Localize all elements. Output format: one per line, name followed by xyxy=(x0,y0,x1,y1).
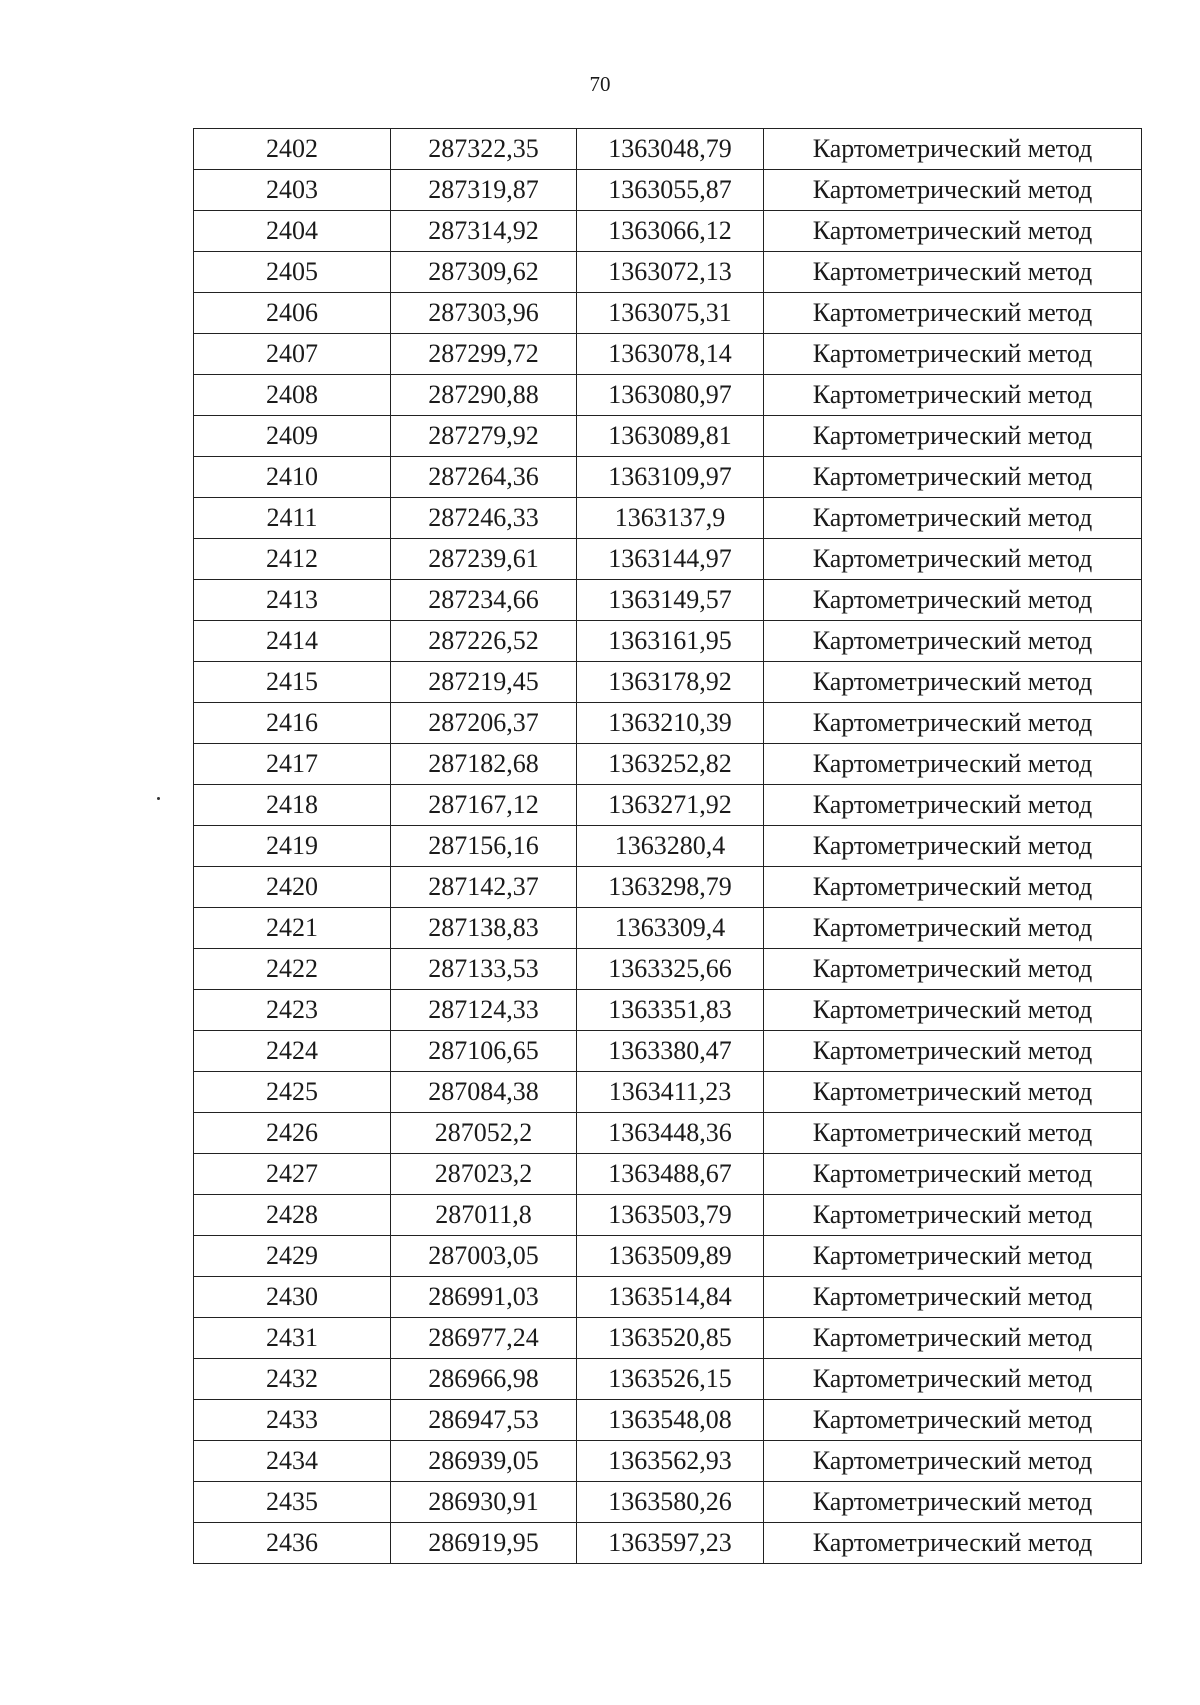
y-coordinate-cell: 1363072,13 xyxy=(577,252,764,293)
table-row xyxy=(194,1400,1142,1441)
table-row xyxy=(194,1031,1142,1072)
y-coordinate-cell: 1363488,67 xyxy=(577,1154,764,1195)
scan-speck xyxy=(157,797,160,800)
x-coordinate-cell: 287206,37 xyxy=(391,703,577,744)
x-coordinate-cell: 287084,38 xyxy=(391,1072,577,1113)
x-coordinate-cell: 287133,53 xyxy=(391,949,577,990)
y-coordinate-cell: 1363149,57 xyxy=(577,580,764,621)
x-coordinate-cell: 286947,53 xyxy=(391,1400,577,1441)
method-cell: Картометрический метод xyxy=(764,539,1142,580)
method-cell: Картометрический метод xyxy=(764,1031,1142,1072)
point-number-cell: 2408 xyxy=(194,375,391,416)
point-number-cell: 2411 xyxy=(194,498,391,539)
y-coordinate-cell: 1363178,92 xyxy=(577,662,764,703)
y-coordinate-cell: 1363210,39 xyxy=(577,703,764,744)
point-number-cell: 2433 xyxy=(194,1400,391,1441)
point-number-cell: 2404 xyxy=(194,211,391,252)
table-row xyxy=(194,990,1142,1031)
x-coordinate-cell: 287052,2 xyxy=(391,1113,577,1154)
x-coordinate-cell: 287219,45 xyxy=(391,662,577,703)
method-cell: Картометрический метод xyxy=(764,867,1142,908)
x-coordinate-cell: 286966,98 xyxy=(391,1359,577,1400)
table-row xyxy=(194,1072,1142,1113)
y-coordinate-cell: 1363161,95 xyxy=(577,621,764,662)
method-cell: Картометрический метод xyxy=(764,252,1142,293)
method-cell: Картометрический метод xyxy=(764,1113,1142,1154)
method-cell: Картометрический метод xyxy=(764,1400,1142,1441)
table-row xyxy=(194,1154,1142,1195)
x-coordinate-cell: 287106,65 xyxy=(391,1031,577,1072)
table-row xyxy=(194,129,1142,170)
method-cell: Картометрический метод xyxy=(764,662,1142,703)
x-coordinate-cell: 287279,92 xyxy=(391,416,577,457)
table-row xyxy=(194,457,1142,498)
point-number-cell: 2418 xyxy=(194,785,391,826)
y-coordinate-cell: 1363351,83 xyxy=(577,990,764,1031)
x-coordinate-cell: 287011,8 xyxy=(391,1195,577,1236)
point-number-cell: 2421 xyxy=(194,908,391,949)
method-cell: Картометрический метод xyxy=(764,908,1142,949)
x-coordinate-cell: 287124,33 xyxy=(391,990,577,1031)
y-coordinate-cell: 1363503,79 xyxy=(577,1195,764,1236)
method-cell: Картометрический метод xyxy=(764,1072,1142,1113)
point-number-cell: 2413 xyxy=(194,580,391,621)
x-coordinate-cell: 287290,88 xyxy=(391,375,577,416)
y-coordinate-cell: 1363597,23 xyxy=(577,1523,764,1564)
point-number-cell: 2412 xyxy=(194,539,391,580)
method-cell: Картометрический метод xyxy=(764,703,1142,744)
method-cell: Картометрический метод xyxy=(764,949,1142,990)
point-number-cell: 2426 xyxy=(194,1113,391,1154)
table-row xyxy=(194,1359,1142,1400)
table-row xyxy=(194,826,1142,867)
table-row xyxy=(194,580,1142,621)
y-coordinate-cell: 1363137,9 xyxy=(577,498,764,539)
point-number-cell: 2429 xyxy=(194,1236,391,1277)
y-coordinate-cell: 1363548,08 xyxy=(577,1400,764,1441)
method-cell: Картометрический метод xyxy=(764,293,1142,334)
x-coordinate-cell: 287299,72 xyxy=(391,334,577,375)
x-coordinate-cell: 287264,36 xyxy=(391,457,577,498)
x-coordinate-cell: 287322,35 xyxy=(391,129,577,170)
point-number-cell: 2435 xyxy=(194,1482,391,1523)
method-cell: Картометрический метод xyxy=(764,1523,1142,1564)
table-row xyxy=(194,949,1142,990)
y-coordinate-cell: 1363580,26 xyxy=(577,1482,764,1523)
y-coordinate-cell: 1363066,12 xyxy=(577,211,764,252)
method-cell: Картометрический метод xyxy=(764,744,1142,785)
point-number-cell: 2428 xyxy=(194,1195,391,1236)
x-coordinate-cell: 287142,37 xyxy=(391,867,577,908)
method-cell: Картометрический метод xyxy=(764,498,1142,539)
method-cell: Картометрический метод xyxy=(764,1277,1142,1318)
method-cell: Картометрический метод xyxy=(764,1154,1142,1195)
table-row xyxy=(194,1277,1142,1318)
y-coordinate-cell: 1363325,66 xyxy=(577,949,764,990)
table-row xyxy=(194,621,1142,662)
point-number-cell: 2431 xyxy=(194,1318,391,1359)
point-number-cell: 2406 xyxy=(194,293,391,334)
point-number-cell: 2434 xyxy=(194,1441,391,1482)
page-number: 70 xyxy=(589,72,611,96)
x-coordinate-cell: 287167,12 xyxy=(391,785,577,826)
table-row xyxy=(194,211,1142,252)
x-coordinate-cell: 287156,16 xyxy=(391,826,577,867)
y-coordinate-cell: 1363514,84 xyxy=(577,1277,764,1318)
table-row xyxy=(194,1482,1142,1523)
method-cell: Картометрический метод xyxy=(764,785,1142,826)
y-coordinate-cell: 1363411,23 xyxy=(577,1072,764,1113)
x-coordinate-cell: 287003,05 xyxy=(391,1236,577,1277)
table-row xyxy=(194,867,1142,908)
point-number-cell: 2436 xyxy=(194,1523,391,1564)
point-number-cell: 2419 xyxy=(194,826,391,867)
x-coordinate-cell: 287319,87 xyxy=(391,170,577,211)
x-coordinate-cell: 287226,52 xyxy=(391,621,577,662)
point-number-cell: 2432 xyxy=(194,1359,391,1400)
method-cell: Картометрический метод xyxy=(764,334,1142,375)
x-coordinate-cell: 286919,95 xyxy=(391,1523,577,1564)
x-coordinate-cell: 287239,61 xyxy=(391,539,577,580)
table-row xyxy=(194,539,1142,580)
table-row xyxy=(194,744,1142,785)
y-coordinate-cell: 1363271,92 xyxy=(577,785,764,826)
y-coordinate-cell: 1363078,14 xyxy=(577,334,764,375)
y-coordinate-cell: 1363144,97 xyxy=(577,539,764,580)
point-number-cell: 2407 xyxy=(194,334,391,375)
y-coordinate-cell: 1363309,4 xyxy=(577,908,764,949)
table-row xyxy=(194,375,1142,416)
table-row xyxy=(194,908,1142,949)
point-number-cell: 2422 xyxy=(194,949,391,990)
y-coordinate-cell: 1363080,97 xyxy=(577,375,764,416)
point-number-cell: 2420 xyxy=(194,867,391,908)
table-row xyxy=(194,1236,1142,1277)
y-coordinate-cell: 1363048,79 xyxy=(577,129,764,170)
x-coordinate-cell: 286939,05 xyxy=(391,1441,577,1482)
y-coordinate-cell: 1363380,47 xyxy=(577,1031,764,1072)
table-row xyxy=(194,662,1142,703)
method-cell: Картометрический метод xyxy=(764,1236,1142,1277)
x-coordinate-cell: 287023,2 xyxy=(391,1154,577,1195)
x-coordinate-cell: 287246,33 xyxy=(391,498,577,539)
point-number-cell: 2423 xyxy=(194,990,391,1031)
table-row xyxy=(194,252,1142,293)
method-cell: Картометрический метод xyxy=(764,416,1142,457)
method-cell: Картометрический метод xyxy=(764,211,1142,252)
point-number-cell: 2425 xyxy=(194,1072,391,1113)
point-number-cell: 2427 xyxy=(194,1154,391,1195)
method-cell: Картометрический метод xyxy=(764,990,1142,1031)
coordinates-table-body xyxy=(194,129,1142,1564)
table-row xyxy=(194,1441,1142,1482)
table-row xyxy=(194,334,1142,375)
x-coordinate-cell: 287314,92 xyxy=(391,211,577,252)
y-coordinate-cell: 1363526,15 xyxy=(577,1359,764,1400)
table-row xyxy=(194,170,1142,211)
point-number-cell: 2430 xyxy=(194,1277,391,1318)
table-row xyxy=(194,416,1142,457)
x-coordinate-cell: 287182,68 xyxy=(391,744,577,785)
y-coordinate-cell: 1363562,93 xyxy=(577,1441,764,1482)
y-coordinate-cell: 1363089,81 xyxy=(577,416,764,457)
table-row xyxy=(194,785,1142,826)
coordinates-table xyxy=(193,128,1142,1564)
point-number-cell: 2403 xyxy=(194,170,391,211)
x-coordinate-cell: 287234,66 xyxy=(391,580,577,621)
table-row xyxy=(194,498,1142,539)
table-row xyxy=(194,703,1142,744)
point-number-cell: 2414 xyxy=(194,621,391,662)
method-cell: Картометрический метод xyxy=(764,1318,1142,1359)
y-coordinate-cell: 1363298,79 xyxy=(577,867,764,908)
y-coordinate-cell: 1363448,36 xyxy=(577,1113,764,1154)
method-cell: Картометрический метод xyxy=(764,457,1142,498)
x-coordinate-cell: 287138,83 xyxy=(391,908,577,949)
y-coordinate-cell: 1363280,4 xyxy=(577,826,764,867)
table-row xyxy=(194,1523,1142,1564)
x-coordinate-cell: 286930,91 xyxy=(391,1482,577,1523)
x-coordinate-cell: 286977,24 xyxy=(391,1318,577,1359)
method-cell: Картометрический метод xyxy=(764,1441,1142,1482)
method-cell: Картометрический метод xyxy=(764,170,1142,211)
point-number-cell: 2410 xyxy=(194,457,391,498)
point-number-cell: 2405 xyxy=(194,252,391,293)
table-row xyxy=(194,1318,1142,1359)
x-coordinate-cell: 287303,96 xyxy=(391,293,577,334)
method-cell: Картометрический метод xyxy=(764,621,1142,662)
point-number-cell: 2409 xyxy=(194,416,391,457)
y-coordinate-cell: 1363520,85 xyxy=(577,1318,764,1359)
method-cell: Картометрический метод xyxy=(764,826,1142,867)
method-cell: Картометрический метод xyxy=(764,1359,1142,1400)
table-row xyxy=(194,1113,1142,1154)
method-cell: Картометрический метод xyxy=(764,129,1142,170)
point-number-cell: 2415 xyxy=(194,662,391,703)
method-cell: Картометрический метод xyxy=(764,580,1142,621)
x-coordinate-cell: 287309,62 xyxy=(391,252,577,293)
method-cell: Картометрический метод xyxy=(764,1195,1142,1236)
y-coordinate-cell: 1363109,97 xyxy=(577,457,764,498)
y-coordinate-cell: 1363075,31 xyxy=(577,293,764,334)
point-number-cell: 2402 xyxy=(194,129,391,170)
point-number-cell: 2416 xyxy=(194,703,391,744)
y-coordinate-cell: 1363252,82 xyxy=(577,744,764,785)
y-coordinate-cell: 1363055,87 xyxy=(577,170,764,211)
method-cell: Картометрический метод xyxy=(764,375,1142,416)
table-row xyxy=(194,293,1142,334)
x-coordinate-cell: 286991,03 xyxy=(391,1277,577,1318)
y-coordinate-cell: 1363509,89 xyxy=(577,1236,764,1277)
table-row xyxy=(194,1195,1142,1236)
method-cell: Картометрический метод xyxy=(764,1482,1142,1523)
point-number-cell: 2417 xyxy=(194,744,391,785)
point-number-cell: 2424 xyxy=(194,1031,391,1072)
